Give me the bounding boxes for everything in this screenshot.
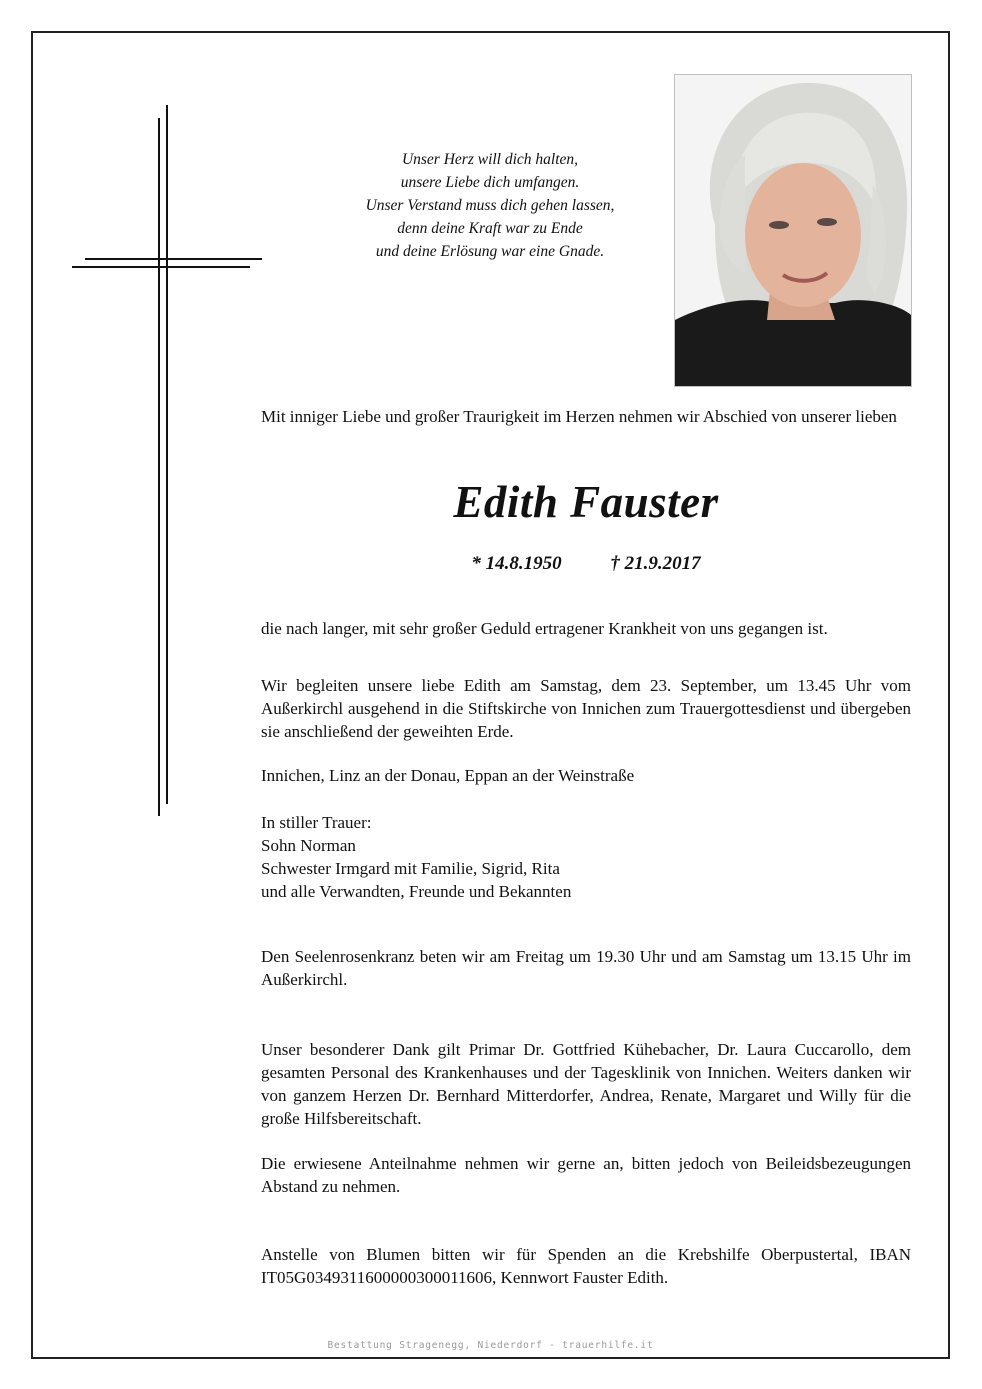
places-text: Innichen, Linz an der Donau, Eppan an der Weinstraße bbox=[261, 766, 635, 785]
poem-line: Unser Verstand muss dich gehen lassen, bbox=[365, 197, 615, 214]
mourners-line: und alle Verwandten, Freunde und Bekannten bbox=[261, 882, 572, 901]
portrait-photo bbox=[674, 74, 912, 387]
poem bbox=[330, 148, 650, 263]
mourners-list bbox=[261, 811, 911, 903]
life-dates bbox=[261, 553, 911, 575]
birth-date: * 14.8.1950 bbox=[471, 553, 562, 574]
condolences-text: Die erwiesene Anteilnahme nehmen wir gerne an, bitten jedoch von Beileidsbezeugungen Abstand zu nehmen. bbox=[261, 1154, 911, 1196]
poem-line: denn deine Kraft war zu Ende bbox=[397, 220, 583, 237]
poem-line: Unser Herz will dich halten, bbox=[401, 151, 579, 168]
deceased-name: Edith Fauster bbox=[453, 477, 719, 527]
poem-line: und deine Erlösung war eine Gnade. bbox=[375, 243, 605, 260]
donations-text: Anstelle von Blumen bitten wir für Spenden an die Krebshilfe Oberpustertal, IBAN IT05G0349311600000300011606, Kennwort Fauster Edith. bbox=[261, 1245, 911, 1287]
mourners-line: Sohn Norman bbox=[261, 836, 356, 855]
death-date: † 21.9.2017 bbox=[610, 553, 701, 574]
intro-text: Mit inniger Liebe und großer Traurigkeit im Herzen nehmen wir Abschied von unserer lieben bbox=[261, 407, 897, 426]
footer-credit: Bestattung Stragenegg, Niederdorf - trauerhilfe.it bbox=[327, 1340, 654, 1351]
passing-text: die nach langer, mit sehr großer Geduld ertragener Krankheit von uns gegangen ist. bbox=[261, 619, 828, 638]
mourners-line: In stiller Trauer: bbox=[261, 813, 372, 832]
rosary-text: Den Seelenrosenkranz beten wir am Freitag um 19.30 Uhr und am Samstag um 13.15 Uhr im Außerkirchl. bbox=[261, 947, 911, 989]
poem-line: unsere Liebe dich umfangen. bbox=[400, 174, 580, 191]
portrait-photo-icon bbox=[675, 75, 911, 386]
mourners-line: Schwester Irmgard mit Familie, Sigrid, Rita bbox=[261, 859, 560, 878]
funeral-text: Wir begleiten unsere liebe Edith am Samstag, dem 23. September, um 13.45 Uhr vom Außerkirchl ausgehend in die Stiftskirche von Innichen zum Trauergottesdienst und übergeben sie anschließend der geweihten Erde. bbox=[261, 676, 911, 741]
thanks-text: Unser besonderer Dank gilt Primar Dr. Gottfried Kühebacher, Dr. Laura Cuccarollo, dem gesamten Personal des Krankenhauses und der Tagesklinik von Innichen. Weiters danken wir von ganzem Herzen Dr. Bernhard Mitterdorfer, Andrea, Renate, Margaret und Willy für die große Hilfsbereitschaft. bbox=[261, 1040, 911, 1128]
